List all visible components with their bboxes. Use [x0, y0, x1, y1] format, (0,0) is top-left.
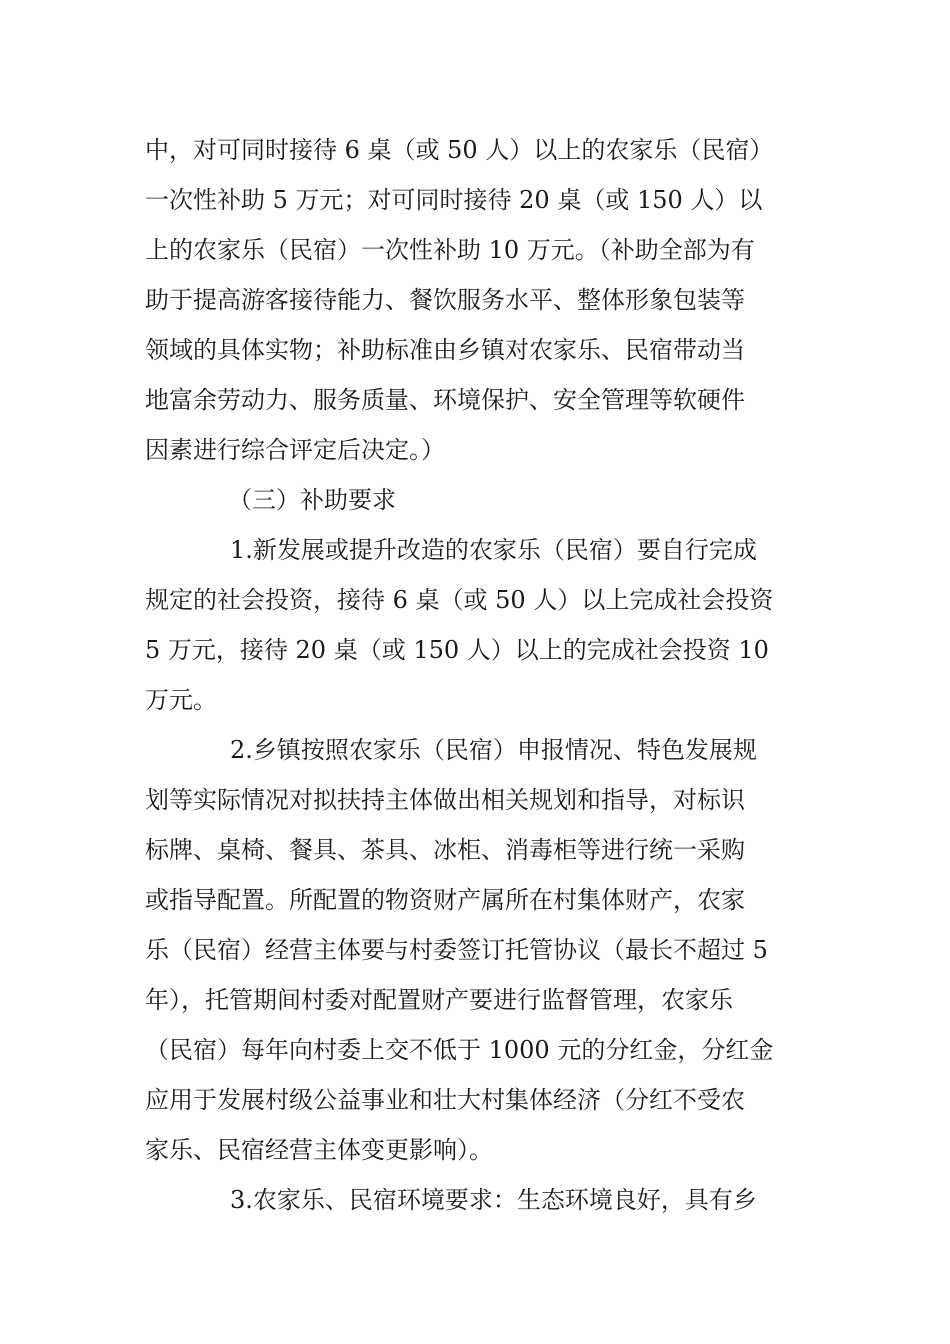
item-2-line-1: 2.乡镇按照农家乐（民宿）申报情况、特色发展规 — [230, 736, 757, 764]
item-2-line-4: 或指导配置。所配置的物资财产属所在村集体财产，农家 — [145, 886, 745, 914]
item-2-line-2: 划等实际情况对拟扶持主体做出相关规划和指导，对标识 — [145, 786, 745, 814]
paragraph-line-5: 领域的具体实物；补助标准由乡镇对农家乐、民宿带动当 — [145, 336, 745, 364]
item-1-line-1: 1.新发展或提升改造的农家乐（民宿）要自行完成 — [230, 536, 757, 564]
paragraph-line-3: 上的农家乐（民宿）一次性补助 10 万元。（补助全部为有 — [145, 236, 755, 264]
paragraph-line-1: 中，对可同时接待 6 桌（或 50 人）以上的农家乐（民宿） — [145, 136, 774, 164]
item-2-line-6: 年），托管期间村委对配置财产要进行监督管理，农家乐 — [145, 986, 733, 1014]
item-2-line-9: 家乐、民宿经营主体变更影响）。 — [145, 1136, 493, 1164]
section-heading: （三）补助要求 — [228, 486, 396, 514]
item-2-line-5: 乐（民宿）经营主体要与村委签订托管协议（最长不超过 5 — [145, 936, 768, 964]
item-1-line-3: 5 万元，接待 20 桌（或 150 人）以上的完成社会投资 10 — [145, 636, 769, 664]
item-1-line-4: 万元。 — [145, 686, 217, 714]
paragraph-line-7: 因素进行综合评定后决定。） — [145, 436, 445, 464]
item-2-line-3: 标牌、桌椅、餐具、茶具、冰柜、消毒柜等进行统一采购 — [145, 836, 745, 864]
item-2-line-7: （民宿）每年向村委上交不低于 1000 元的分红金，分红金 — [145, 1036, 774, 1064]
paragraph-line-4: 助于提高游客接待能力、餐饮服务水平、整体形象包装等 — [145, 286, 745, 314]
item-1-line-2: 规定的社会投资，接待 6 桌（或 50 人）以上完成社会投资 — [145, 586, 774, 614]
paragraph-line-2: 一次性补助 5 万元；对可同时接待 20 桌（或 150 人）以 — [145, 186, 763, 214]
item-2-line-8: 应用于发展村级公益事业和壮大村集体经济（分红不受农 — [145, 1086, 745, 1114]
item-3-line-1: 3.农家乐、民宿环境要求：生态环境良好，具有乡 — [230, 1186, 757, 1214]
paragraph-line-6: 地富余劳动力、服务质量、环境保护、安全管理等软硬件 — [145, 386, 745, 414]
